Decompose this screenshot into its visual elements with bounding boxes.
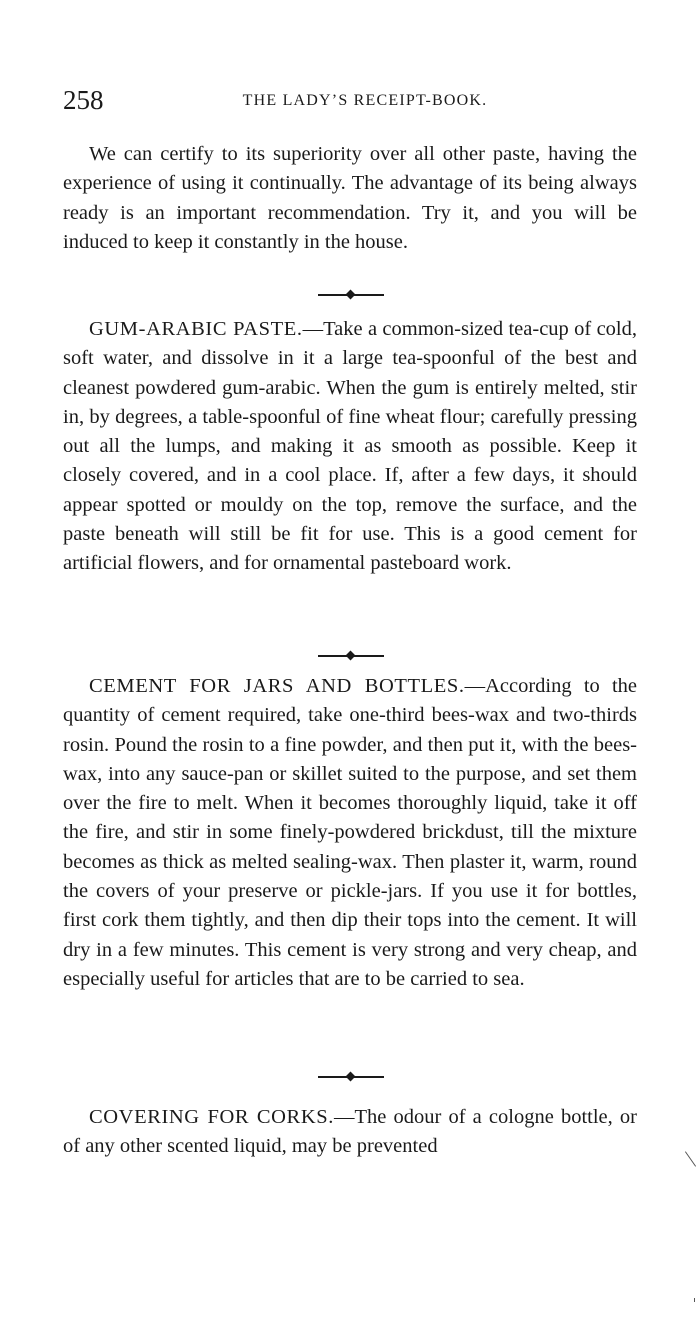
section-divider: [318, 289, 384, 301]
edge-mark: [685, 1151, 696, 1166]
section-divider: [318, 650, 384, 662]
section-heading: COVERING FOR CORKS.: [89, 1106, 334, 1128]
section-heading: CEMENT FOR JARS AND BOTTLES.: [89, 675, 465, 697]
page-header: [63, 84, 637, 124]
section-body: —Take a common-sized tea-cup of cold, soft water, and dissolve in it a large tea-spoonful of the best and cleanest powdered gum-arabic. When the gum is entirely melted, stir in, by degrees, a table-spoonful of fine wheat flour; carefully pressing out all the lumps, and making it as smooth as possible. Keep it closely covered, and in a cool place. If, after a few days, it should appear spotted or mouldy on the top, remove the surface, and the paste beneath will still be fit for use. This is a good cement for artificial flowers, and for ornamental pasteboard work.: [63, 318, 638, 575]
continuation-paragraph: [63, 140, 637, 257]
section-cement-jars-bottles: [63, 672, 637, 994]
section-covering-for-corks: [63, 1103, 637, 1162]
page-number: 258: [63, 85, 104, 115]
section-divider: [318, 1071, 384, 1083]
continuation-text: We can certify to its superiority over all other paste, having the experience of using it continually. The advantage of its being always ready is an important recommendation. Try it, and you will be induced to keep it constantly in the house.: [63, 143, 637, 253]
section-heading: GUM-ARABIC PASTE.: [89, 318, 303, 340]
running-head: THE LADY’S RECEIPT-BOOK.: [242, 92, 488, 109]
section-body: —The odour of a cologne bottle, or of any other scented liquid, may be prevented: [63, 1106, 637, 1158]
section-body: —According to the quantity of cement required, take one-third bees-wax and two-thirds rosin. Pound the rosin to a fine powder, and then put it, with the bees-wax, into any sauce-pan or skillet suited to the purpose, and set them over the fire to melt. When it becomes thoroughly liquid, take it off the fire, and stir in some finely-powdered brickdust, till the mixture becomes as thick as melted sealing-wax. Then plaster it, warm, round the covers of your preserve or pickle-jars. If you use it for bottles, first cork them tightly, and then dip their tops into the cement. It will dry in a few minutes. This cement is very strong and very cheap, and especially useful for articles that are to be carried to sea.: [63, 675, 637, 990]
edge-mark: [694, 1298, 695, 1302]
section-gum-arabic-paste: [63, 315, 637, 579]
